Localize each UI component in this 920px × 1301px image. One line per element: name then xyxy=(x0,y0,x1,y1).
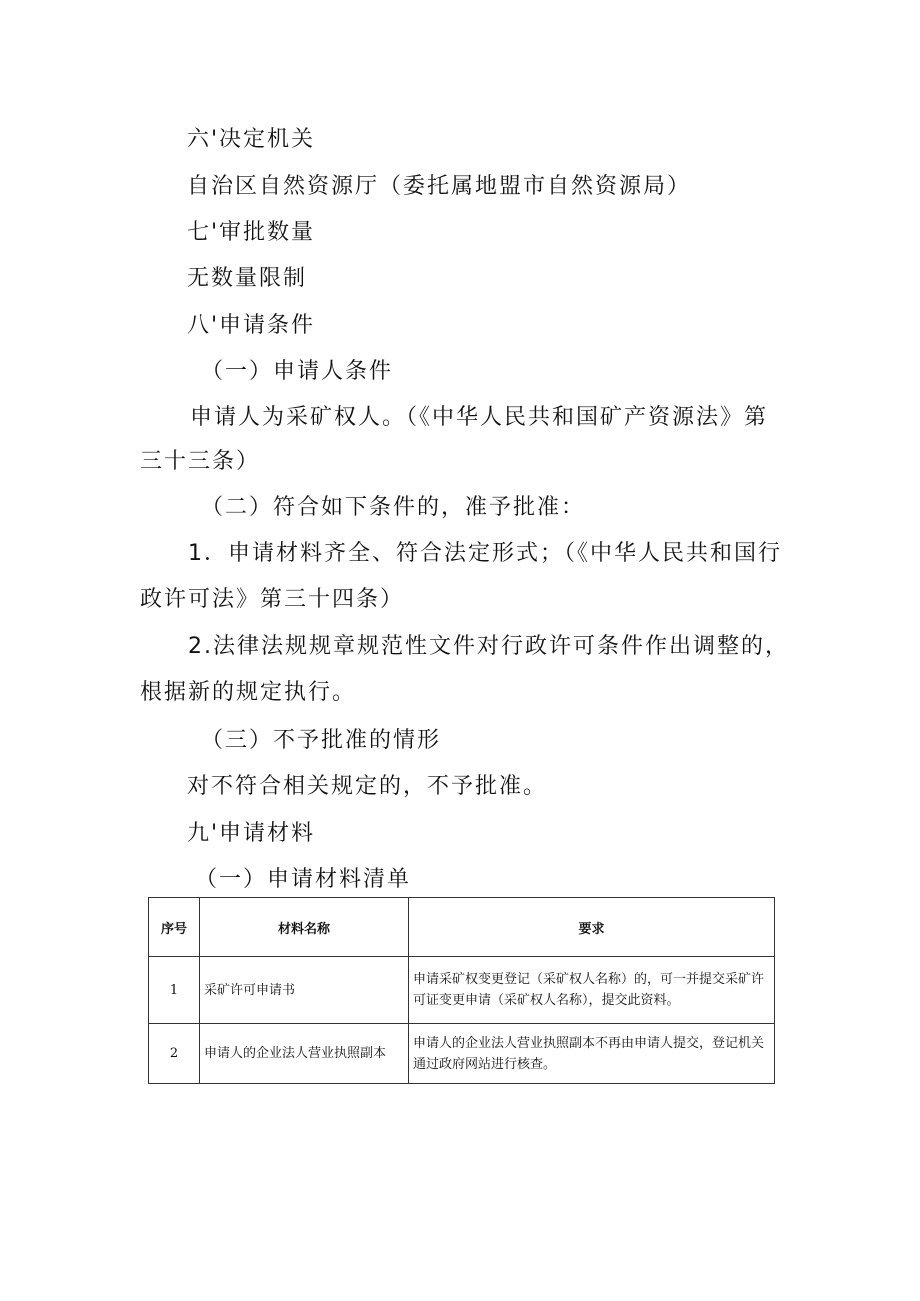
column-header-material-name: 材料名称 xyxy=(200,898,409,957)
section-7-heading: 七'审批数量 xyxy=(187,220,316,245)
condition-item-2-line-1: 2.法律法规规章规范性文件对行政许可条件作出调整的， xyxy=(188,634,789,659)
table-row xyxy=(149,957,775,1024)
section-8-subheading-2: （二）符合如下条件的，准予批准： xyxy=(201,495,586,520)
material-name: 采矿许可申请书 xyxy=(200,957,409,1024)
condition-item-2-line-2: 根据新的规定执行。 xyxy=(140,680,357,705)
section-9-heading: 九'申请材料 xyxy=(187,821,316,846)
section-8-sub1-body-line-2: 三十三条） xyxy=(140,449,261,474)
section-8-heading: 八'申请条件 xyxy=(187,313,316,338)
column-header-number: 序号 xyxy=(149,898,200,957)
material-name: 申请人的企业法人营业执照副本 xyxy=(200,1024,409,1084)
row-number: 2 xyxy=(149,1024,200,1084)
section-6-body: 自治区自然资源厅（委托属地盟市自然资源局） xyxy=(187,174,692,199)
section-9-subheading-1: （一）申请材料清单 xyxy=(195,867,412,892)
section-8-subheading-3: （三）不予批准的情形 xyxy=(201,728,442,753)
table-row xyxy=(149,1024,775,1084)
materials-table-wrapper xyxy=(148,897,775,1084)
materials-table xyxy=(148,897,775,1084)
row-number: 1 xyxy=(149,957,200,1024)
section-6-heading: 六'决定机关 xyxy=(187,127,316,152)
section-7-body: 无数量限制 xyxy=(187,266,308,291)
table-header-row xyxy=(149,898,775,957)
column-header-requirement: 要求 xyxy=(409,898,775,957)
material-requirement: 申请人的企业法人营业执照副本不再由申请人提交，登记机关通过政府网站进行核查。 xyxy=(409,1024,775,1084)
section-8-sub3-body: 对不符合相关规定的，不予批准。 xyxy=(187,774,548,799)
section-8-sub1-body-line-1: 申请人为采矿权人。（《中华人民共和国矿产资源法》第 xyxy=(190,405,769,430)
section-8-subheading-1: （一）申请人条件 xyxy=(201,359,394,384)
condition-item-1-line-1: 1．申请材料齐全、符合法定形式；（《中华人民共和国行 xyxy=(188,541,782,566)
material-requirement: 申请采矿权变更登记（采矿权人名称）的，可一并提交采矿许可证变更申请（采矿权人名称），提交此资料。 xyxy=(409,957,775,1024)
condition-item-1-line-2: 政许可法》第三十四条） xyxy=(140,587,405,612)
